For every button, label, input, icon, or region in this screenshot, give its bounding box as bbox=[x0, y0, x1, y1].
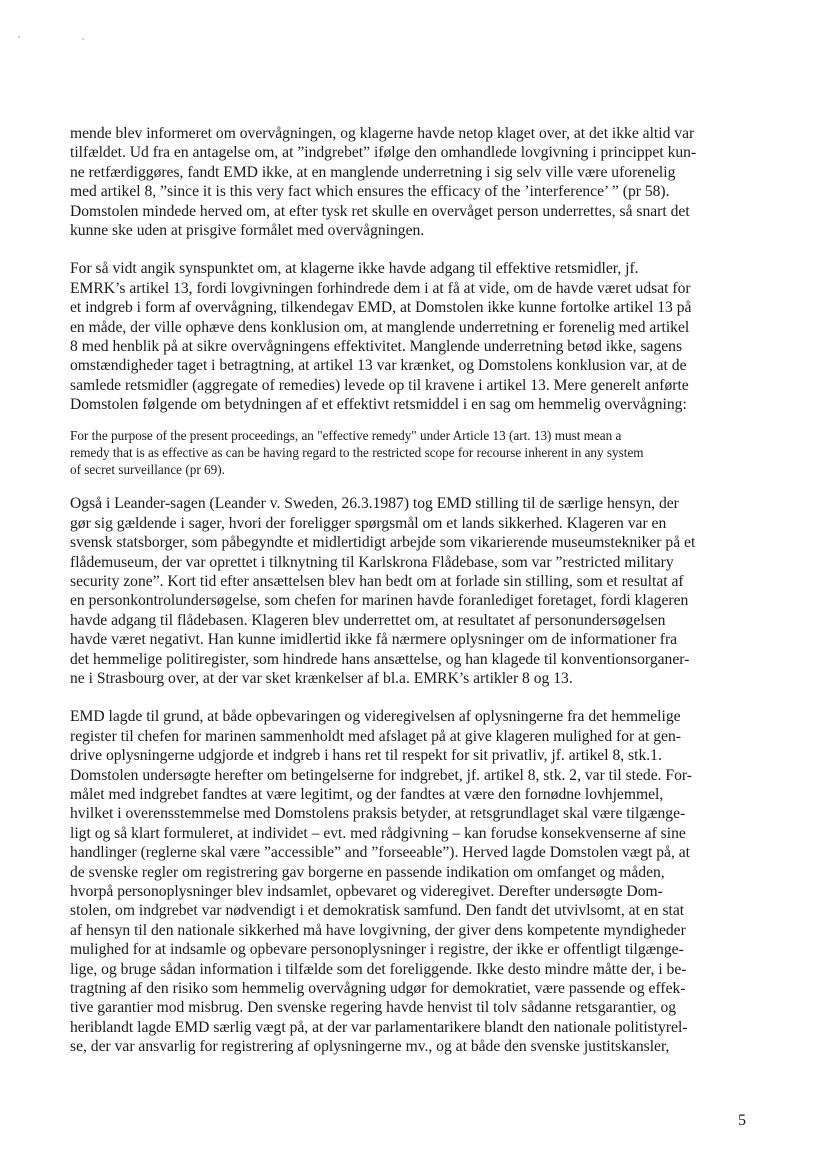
scan-speck bbox=[82, 38, 84, 40]
paragraph: For så vidt angik synspunktet om, at klagerne ikke havde adgang til effektive retsmidler, jf. EMRK’s artikel 13, fordi lovgivningen forhindrede dem i at få at vide, om de havde været udsat for et indgreb i form af overvågning, tilkendegav EMD, at Domstolen ikke kunne fortolke artikel 13 på en måde, der ville ophæve dens konklusion om, at manglende underretning er forenelig med artikel 8 med henblik på at sikre overvågningens effektivitet. Manglende underretning betød ikke, sagens omstændigheder taget i betragtning, at artikel 13 var krænket, og Domstolens konklusion var, at de samlede retsmidler (aggregate of remedies) levede op til kravene i artikel 13. Mere generelt anførte Domstolen følgende om betydningen af et effektivt retsmiddel i en sag om hemmelig overvågning: bbox=[70, 260, 692, 414]
block-quote: For the purpose of the present proceedings, an "effective remedy" under Article 13 (art. 13) must mean a remedy that is as effective as can be having regard to the restricted scope for recourse inherent in any system of secret surveillance (pr 69). bbox=[70, 427, 644, 478]
document-body bbox=[70, 124, 760, 1057]
scan-speck bbox=[18, 36, 20, 38]
paragraph: mende blev informeret om overvågningen, og klagerne havde netop klaget over, at det ikke altid var tilfældet. Ud fra en antagelse om, at ”indgrebet” ifølge den omhandlede lovgivning i princippet kun- ne retfærdiggøres, fandt EMD ikke, at en manglende underretning i sig selv ville være uforenelig med artikel 8, ”since it is this very fact which ensures the efficacy of the ’interference’ ” (pr 58). Domstolen mindede herved om, at efter tysk ret skulle en overvåget person underrettes, så snart det kunne ske uden at prisgive formålet med overvågningen. bbox=[70, 125, 697, 240]
paragraph: Også i Leander-sagen (Leander v. Sweden, 26.3.1987) tog EMD stilling til de særlige hensyn, der gør sig gældende i sager, hvori der foreligger spørgsmål om et lands sikkerhed. Klageren var en svensk statsborger, som påbegyndte et midlertidigt arbejde som vikarierende museumstekniker på et flådemuseum, der var oprettet i tilknytning til Karlskrona Flådebase, som var ”restricted military security zone”. Kort tid efter ansættelsen blev han bedt om at forlade sin stilling, som et resultat af en personkontrolundersøgelse, som chefen for marinen havde foranlediget foretaget, fordi klageren havde adgang til flådebasen. Klageren blev underrettet om, at resultatet af personundersøgelsen havde været negativt. Han kunne imidlertid ikke få nærmere oplysninger om de informationer fra det hemmelige politiregister, som hindrede hans ansættelse, og han klagede til konventionsorganer- ne i Strasbourg over, at der var sket krænkelser af bl.a. EMRK’s artikler 8 og 13. bbox=[70, 495, 696, 687]
paragraph: EMD lagde til grund, at både opbevaringen og videregivelsen af oplysningerne fra det hemmelige register til chefen for marinen sammenholdt med afslaget på at give klageren mulighed for at gen- drive oplysningerne udgjorde et indgreb i hans ret til respekt for sit privatliv, jf. artikel 8, stk.1. Domstolen undersøgte herefter om betingelserne for indgrebet, jf. artikel 8, stk. 2, var til stede. For- målet med indgrebet fandtes at være legitimt, og der fandtes at være den fornødne lovhjemmel, hvilket i overensstemmelse med Domstolens praksis betyder, at retsgrundlaget skal være tilgænge- ligt og så klart formuleret, at individet – evt. med rådgivning – kan forudse konsekvenserne af sine handlinger (reglerne skal være ”accessible” and ”forseeable”). Herved lagde Domstolen vægt på, at de svenske regler om registrering gav borgerne en passende indikation om omfanget og måden, hvorpå personoplysninger blev indsamlet, opbevaret og videregivet. Derefter undersøgte Dom- stolen, om indgrebet var nødvendigt i et demokratisk samfund. Den fandt det utvivlsomt, at en stat af hensyn til den nationale sikkerhed må have lovgivning, der giver dens kompetente myndigheder mulighed for at indsamle og opbevare personoplysninger i registre, der ikke er offentligt tilgænge- lige, og bruge sådan information i tilfælde som det foreliggende. Ikke desto mindre måtte der, i be- tragtning af den risiko som hemmelig overvågning udgør for demokratiet, være passende og effek- tive garantier mod misbrug. Den svenske regering havde henvist til tolv sådanne retsgarantier, og heriblandt lagde EMD særlig vægt på, at der var parlamentarikere blandt den nationale politistyrel- se, der var ansvarlig for registrering af oplysningerne mv., og at både den svenske justitskansler, bbox=[70, 708, 692, 1056]
page-number: 5 bbox=[738, 1112, 746, 1129]
